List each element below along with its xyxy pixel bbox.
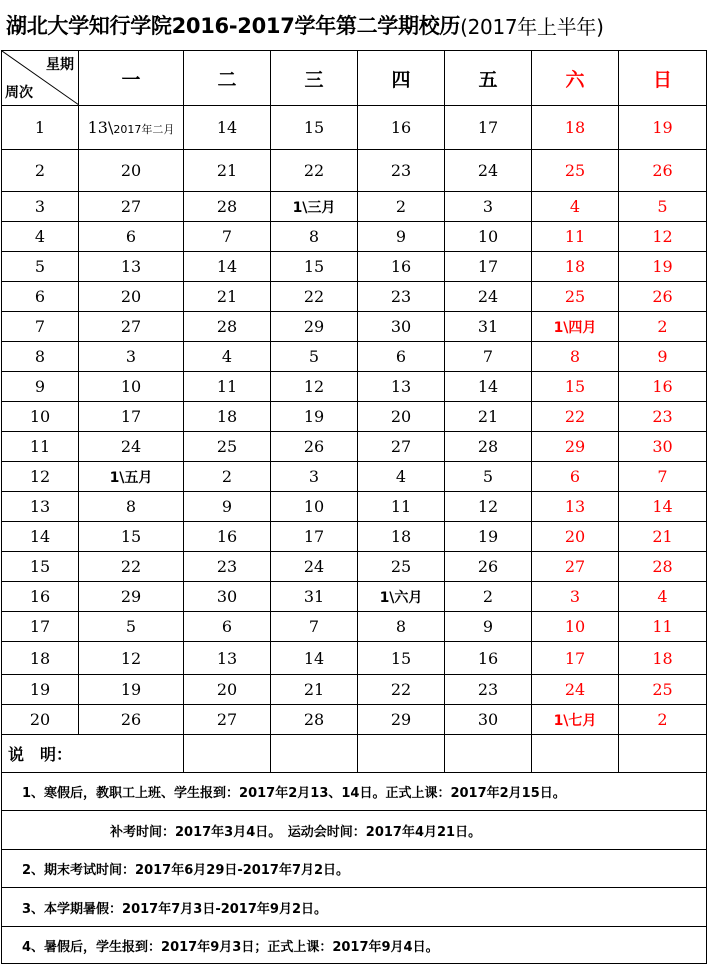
month-start-cell: 1\五月 (79, 462, 184, 492)
week-number: 17 (2, 612, 79, 642)
day-cell: 10 (79, 372, 184, 402)
day-cell: 24 (79, 432, 184, 462)
weekend-day-cell: 18 (532, 252, 619, 282)
day-cell: 12 (445, 492, 532, 522)
day-cell: 12 (271, 372, 358, 402)
day-cell: 3 (79, 342, 184, 372)
week-row (2, 642, 707, 675)
week-row (2, 705, 707, 735)
day-cell: 15 (79, 522, 184, 552)
day-cell: 27 (79, 312, 184, 342)
day-cell: 29 (271, 312, 358, 342)
weekend-day-cell: 25 (532, 150, 619, 192)
day-cell: 16 (358, 106, 445, 150)
day-cell: 16 (445, 642, 532, 675)
empty-cell (445, 735, 532, 773)
day-cell: 31 (445, 312, 532, 342)
day-cell: 20 (358, 402, 445, 432)
weekend-day-cell: 25 (619, 675, 707, 705)
empty-cell (271, 735, 358, 773)
weekend-day-cell: 11 (532, 222, 619, 252)
day-cell: 28 (271, 705, 358, 735)
empty-cell (532, 735, 619, 773)
weekend-day-cell: 22 (532, 402, 619, 432)
week-number: 7 (2, 312, 79, 342)
day-cell: 27 (184, 705, 271, 735)
weekend-day-cell: 20 (532, 522, 619, 552)
weekend-day-cell: 17 (532, 642, 619, 675)
day-cell: 9 (184, 492, 271, 522)
day-cell: 13 (184, 642, 271, 675)
day-cell: 8 (271, 222, 358, 252)
week-row (2, 522, 707, 552)
week-number: 20 (2, 705, 79, 735)
week-number: 1 (2, 106, 79, 150)
weekend-day-cell: 24 (532, 675, 619, 705)
weekend-day-cell: 10 (532, 612, 619, 642)
day-cell: 29 (358, 705, 445, 735)
weekend-day-cell: 8 (532, 342, 619, 372)
week-number: 12 (2, 462, 79, 492)
note-row (2, 850, 707, 888)
notes-heading-row (2, 735, 707, 773)
weekend-day-cell: 15 (532, 372, 619, 402)
day-cell: 4 (358, 462, 445, 492)
week-number: 8 (2, 342, 79, 372)
weekend-day-cell: 26 (619, 282, 707, 312)
day-cell: 14 (445, 372, 532, 402)
week-number: 6 (2, 282, 79, 312)
day-cell: 21 (445, 402, 532, 432)
weekend-day-cell: 30 (619, 432, 707, 462)
week-row (2, 252, 707, 282)
corner-cell (2, 51, 79, 106)
day-cell: 15 (358, 642, 445, 675)
day-cell: 10 (271, 492, 358, 522)
weekday-header: 四 (358, 51, 445, 106)
day-cell: 19 (271, 402, 358, 432)
day-cell: 8 (79, 492, 184, 522)
day-cell: 24 (271, 552, 358, 582)
day-cell: 31 (271, 582, 358, 612)
note-row (2, 927, 707, 964)
day-cell: 8 (358, 612, 445, 642)
week-axis-label: 周次 (5, 85, 33, 101)
day-cell: 30 (184, 582, 271, 612)
week-number: 11 (2, 432, 79, 462)
week-number: 13 (2, 492, 79, 522)
day-cell: 14 (184, 252, 271, 282)
week-row (2, 312, 707, 342)
day-cell: 16 (358, 252, 445, 282)
day-cell: 9 (358, 222, 445, 252)
day-cell: 22 (79, 552, 184, 582)
month-start-cell: 1\三月 (271, 192, 358, 222)
day-cell: 17 (445, 106, 532, 150)
weekend-day-cell: 16 (619, 372, 707, 402)
day-cell: 28 (445, 432, 532, 462)
weekend-day-cell: 29 (532, 432, 619, 462)
week-number: 4 (2, 222, 79, 252)
week-row (2, 462, 707, 492)
weekend-day-cell: 23 (619, 402, 707, 432)
weekend-day-cell: 4 (532, 192, 619, 222)
calendar-table (1, 50, 707, 964)
week-number: 10 (2, 402, 79, 432)
day-cell: 19 (445, 522, 532, 552)
day-cell: 2 (184, 462, 271, 492)
weekend-day-cell: 9 (619, 342, 707, 372)
week-number: 19 (2, 675, 79, 705)
weekend-day-cell: 26 (619, 150, 707, 192)
notes-section (2, 735, 707, 964)
day-cell: 7 (445, 342, 532, 372)
day-cell: 22 (358, 675, 445, 705)
week-row (2, 492, 707, 522)
week-number: 3 (2, 192, 79, 222)
day-cell: 17 (445, 252, 532, 282)
day-cell: 4 (184, 342, 271, 372)
day-cell: 21 (184, 150, 271, 192)
day-cell: 7 (271, 612, 358, 642)
day-cell: 11 (184, 372, 271, 402)
week-row (2, 675, 707, 705)
day-cell: 17 (79, 402, 184, 432)
weekday-header: 二 (184, 51, 271, 106)
day-cell: 28 (184, 192, 271, 222)
week-row (2, 432, 707, 462)
title-main: 湖北大学知行学院2016-2017学年第二学期校历 (6, 14, 461, 38)
day-cell: 24 (445, 282, 532, 312)
weekend-day-cell: 13 (532, 492, 619, 522)
week-number: 5 (2, 252, 79, 282)
weekday-header: 五 (445, 51, 532, 106)
day-cell: 6 (184, 612, 271, 642)
day-cell: 20 (79, 150, 184, 192)
weekend-day-cell: 28 (619, 552, 707, 582)
week-row (2, 150, 707, 192)
weekend-day-cell: 27 (532, 552, 619, 582)
day-cell: 30 (358, 312, 445, 342)
weekend-day-cell: 18 (532, 106, 619, 150)
weekend-day-cell: 18 (619, 642, 707, 675)
weekend-day-cell: 2 (619, 705, 707, 735)
weekend-day-cell: 6 (532, 462, 619, 492)
weekend-day-cell: 11 (619, 612, 707, 642)
weekend-day-cell: 3 (532, 582, 619, 612)
day-cell: 2 (445, 582, 532, 612)
week-number: 14 (2, 522, 79, 552)
day-cell: 13 (79, 252, 184, 282)
day-cell: 9 (445, 612, 532, 642)
weekday-header-weekend: 日 (619, 51, 707, 106)
weekend-day-cell: 19 (619, 106, 707, 150)
day-cell: 25 (358, 552, 445, 582)
empty-cell (184, 735, 271, 773)
weekday-header-weekend: 六 (532, 51, 619, 106)
page-title (0, 0, 707, 50)
day-number: 13 (87, 118, 108, 137)
week-number: 9 (2, 372, 79, 402)
title-sub: (2017年上半年) (460, 14, 604, 39)
week-row (2, 192, 707, 222)
day-cell: 14 (271, 642, 358, 675)
day-cell: 30 (445, 705, 532, 735)
day-cell: 17 (271, 522, 358, 552)
day-cell: 23 (184, 552, 271, 582)
weekend-day-cell: 5 (619, 192, 707, 222)
header-row (2, 51, 707, 106)
day-cell: 10 (445, 222, 532, 252)
week-number: 16 (2, 582, 79, 612)
day-cell: 14 (184, 106, 271, 150)
weekday-header: 三 (271, 51, 358, 106)
day-cell: 24 (445, 150, 532, 192)
day-cell (79, 106, 184, 150)
empty-cell (358, 735, 445, 773)
day-cell: 3 (445, 192, 532, 222)
note-row (2, 773, 707, 811)
note-row (2, 888, 707, 927)
weekend-day-cell: 7 (619, 462, 707, 492)
week-number: 18 (2, 642, 79, 675)
calendar-body (2, 106, 707, 735)
separator: \ (107, 118, 114, 137)
weekend-day-cell: 4 (619, 582, 707, 612)
day-cell: 20 (184, 675, 271, 705)
day-cell: 21 (271, 675, 358, 705)
day-cell: 3 (271, 462, 358, 492)
week-row (2, 372, 707, 402)
week-row (2, 222, 707, 252)
day-cell: 6 (358, 342, 445, 372)
day-cell: 15 (271, 252, 358, 282)
note-row (2, 811, 707, 850)
day-cell: 6 (79, 222, 184, 252)
day-cell: 26 (79, 705, 184, 735)
week-row (2, 552, 707, 582)
weekend-day-cell: 2 (619, 312, 707, 342)
day-cell: 28 (184, 312, 271, 342)
day-cell: 7 (184, 222, 271, 252)
weekend-day-cell: 21 (619, 522, 707, 552)
week-row (2, 582, 707, 612)
note-item: 1、寒假后，教职工上班、学生报到：2017年2月13、14日。正式上课：2017年2月15日。 (2, 773, 707, 811)
weekend-day-cell: 14 (619, 492, 707, 522)
day-cell: 22 (271, 282, 358, 312)
weekday-header: 一 (79, 51, 184, 106)
day-cell: 26 (445, 552, 532, 582)
day-cell: 18 (358, 522, 445, 552)
day-cell: 22 (271, 150, 358, 192)
weekend-day-cell: 25 (532, 282, 619, 312)
month-start-cell: 1\六月 (358, 582, 445, 612)
weekday-axis-label: 星期 (46, 57, 74, 73)
week-row (2, 612, 707, 642)
day-cell: 12 (79, 642, 184, 675)
day-cell: 16 (184, 522, 271, 552)
day-cell: 15 (271, 106, 358, 150)
month-start-cell: 1\七月 (532, 705, 619, 735)
weekend-day-cell: 12 (619, 222, 707, 252)
month-start-cell: 1\四月 (532, 312, 619, 342)
day-cell: 13 (358, 372, 445, 402)
note-item: 2、期末考试时间：2017年6月29日-2017年7月2日。 (2, 850, 707, 888)
day-cell: 26 (271, 432, 358, 462)
day-cell: 20 (79, 282, 184, 312)
week-number: 15 (2, 552, 79, 582)
week-row (2, 106, 707, 150)
day-cell: 5 (79, 612, 184, 642)
week-number: 2 (2, 150, 79, 192)
day-cell: 2 (358, 192, 445, 222)
weekend-day-cell: 19 (619, 252, 707, 282)
day-cell: 23 (358, 150, 445, 192)
week-row (2, 342, 707, 372)
day-cell: 11 (358, 492, 445, 522)
note-item: 4、暑假后，学生报到：2017年9月3日；正式上课：2017年9月4日。 (2, 927, 707, 964)
day-cell: 27 (79, 192, 184, 222)
day-cell: 23 (445, 675, 532, 705)
day-cell: 23 (358, 282, 445, 312)
day-cell: 25 (184, 432, 271, 462)
day-cell: 18 (184, 402, 271, 432)
notes-heading: 说 明： (2, 735, 184, 773)
week-row (2, 402, 707, 432)
day-cell: 5 (271, 342, 358, 372)
day-cell: 5 (445, 462, 532, 492)
note-item: 3、本学期暑假：2017年7月3日-2017年9月2日。 (2, 888, 707, 927)
empty-cell (619, 735, 707, 773)
note-item: 补考时间：2017年3月4日。 运动会时间：2017年4月21日。 (2, 811, 707, 850)
day-cell: 27 (358, 432, 445, 462)
day-cell: 21 (184, 282, 271, 312)
month-note: 2017年二月 (113, 123, 175, 136)
day-cell: 29 (79, 582, 184, 612)
day-cell: 19 (79, 675, 184, 705)
week-row (2, 282, 707, 312)
